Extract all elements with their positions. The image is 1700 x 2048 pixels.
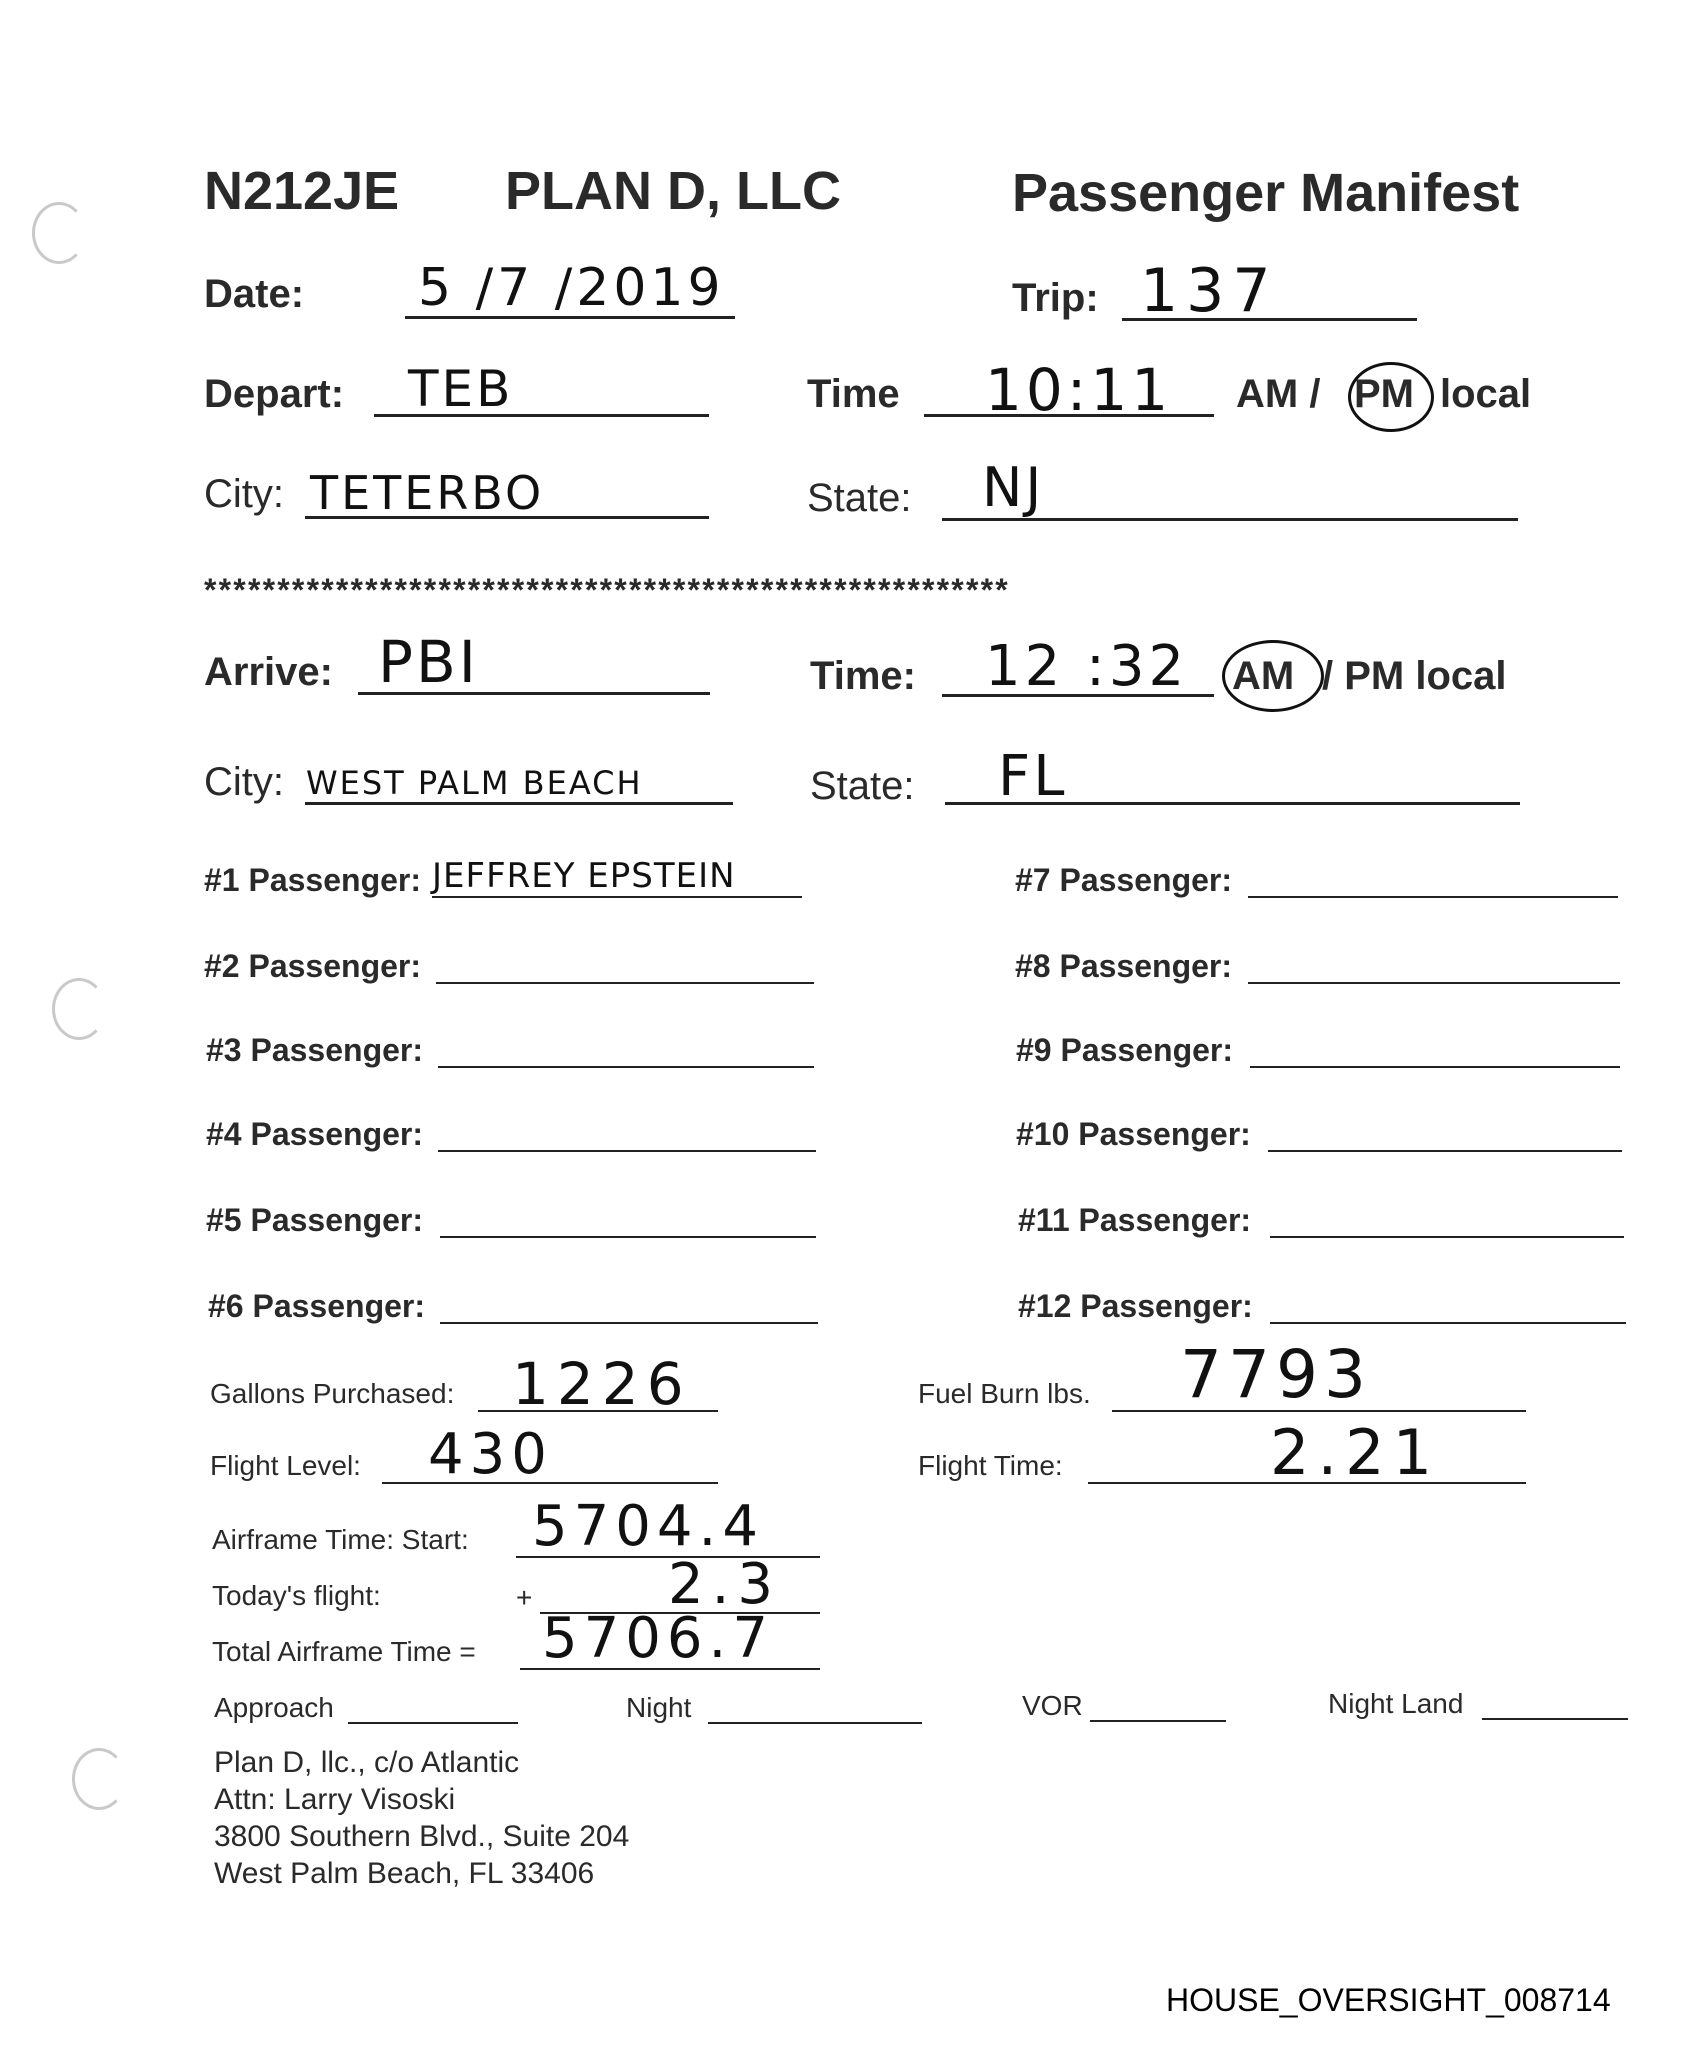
arrive-time-label: Time: — [810, 654, 916, 698]
arrive-time-value: 12 :32 — [985, 634, 1189, 699]
punch-hole-bottom — [72, 1748, 126, 1810]
punch-hole-top — [32, 202, 86, 264]
trip-value: 137 — [1140, 256, 1279, 326]
address-line-2: Attn: Larry Visoski — [214, 1783, 456, 1816]
passenger-4-line — [438, 1150, 816, 1152]
depart-time-label: Time — [807, 372, 900, 416]
total-airframe-value: 5706.7 — [542, 1606, 774, 1671]
depart-city-value: TETERBO — [310, 466, 545, 520]
passenger-4-label: #4 Passenger: — [206, 1116, 424, 1152]
approach-line — [348, 1722, 518, 1724]
address-block — [214, 1744, 629, 1892]
tail-number: N212JE — [204, 161, 400, 221]
passenger-5-line — [440, 1236, 816, 1238]
bates-number: HOUSE_OVERSIGHT_008714 — [1166, 1982, 1611, 2018]
vor-line — [1090, 1720, 1226, 1722]
arrive-label: Arrive: — [204, 650, 333, 694]
passenger-8-line — [1248, 982, 1620, 984]
depart-value: TEB — [408, 360, 514, 418]
depart-state-label: State: — [807, 476, 912, 520]
passenger-8-label: #8 Passenger: — [1015, 948, 1233, 984]
passenger-2-line — [436, 982, 814, 984]
flight-level-value: 430 — [428, 1422, 553, 1487]
address-line-1: Plan D, llc., c/o Atlantic — [214, 1746, 520, 1779]
passenger-6-label: #6 Passenger: — [208, 1288, 426, 1324]
gallons-value: 1226 — [512, 1350, 692, 1418]
arrive-state-value: FL — [998, 744, 1068, 809]
asterisk-divider: ******************************************************* — [204, 572, 1010, 608]
passenger-9-label: #9 Passenger: — [1016, 1032, 1234, 1068]
depart-city-label: City: — [204, 472, 284, 516]
passenger-10-line — [1268, 1150, 1622, 1152]
passenger-7-line — [1248, 896, 1618, 898]
depart-state-value: NJ — [982, 456, 1045, 519]
approach-label: Approach — [214, 1692, 334, 1723]
punch-hole-middle — [52, 978, 106, 1040]
am-circle — [1222, 640, 1324, 712]
vor-label: VOR — [1022, 1690, 1083, 1721]
todays-flight-plus: + — [516, 1582, 533, 1613]
passenger-1-line — [432, 896, 802, 898]
company-name: PLAN D, LLC — [505, 161, 841, 221]
arrive-city-line — [305, 802, 733, 805]
arrive-city-value: WEST PALM BEACH — [306, 764, 643, 802]
flight-time-label: Flight Time: — [918, 1450, 1063, 1481]
flight-time-value: 2.21 — [1270, 1416, 1441, 1489]
form-title: Passenger Manifest — [1012, 163, 1520, 223]
address-line-4: West Palm Beach, FL 33406 — [214, 1857, 595, 1890]
night-label: Night — [626, 1692, 692, 1723]
fuel-burn-label: Fuel Burn lbs. — [918, 1378, 1091, 1409]
address-line-3: 3800 Southern Blvd., Suite 204 — [214, 1820, 630, 1853]
airframe-start-label: Airframe Time: Start: — [212, 1524, 469, 1555]
passenger-1-label: #1 Passenger: — [204, 862, 422, 898]
flight-level-label: Flight Level: — [210, 1450, 361, 1481]
passenger-9-line — [1250, 1066, 1620, 1068]
passenger-10-label: #10 Passenger: — [1016, 1116, 1251, 1152]
arrive-pm-local-text: / PM local — [1322, 654, 1507, 698]
gallons-label: Gallons Purchased: — [210, 1378, 455, 1409]
passenger-11-line — [1270, 1236, 1624, 1238]
night-line — [708, 1722, 922, 1724]
arrive-value: PBI — [378, 628, 479, 696]
arrive-state-label: State: — [810, 764, 915, 808]
passenger-2-label: #2 Passenger: — [204, 948, 422, 984]
passenger-5-label: #5 Passenger: — [206, 1202, 424, 1238]
todays-flight-label: Today's flight: — [212, 1580, 381, 1611]
night-land-line — [1482, 1718, 1628, 1720]
passenger-6-line — [440, 1322, 818, 1324]
airframe-start-value: 5704.4 — [532, 1494, 764, 1559]
night-land-label: Night Land — [1328, 1688, 1464, 1719]
depart-label: Depart: — [204, 372, 345, 416]
pm-circle — [1348, 362, 1434, 432]
trip-label: Trip: — [1012, 276, 1099, 320]
passenger-11-label: #11 Passenger: — [1018, 1202, 1252, 1238]
depart-time-value: 10:11 — [985, 356, 1173, 424]
passenger-3-line — [438, 1066, 814, 1068]
depart-local-text: local — [1440, 372, 1532, 416]
date-label: Date: — [204, 272, 305, 316]
arrive-city-label: City: — [204, 760, 284, 804]
passenger-3-label: #3 Passenger: — [206, 1032, 424, 1068]
date-value: 5 /7 /2019 — [418, 258, 725, 318]
passenger-1-value: JEFFREY EPSTEIN — [432, 856, 736, 896]
fuel-burn-value: 7793 — [1180, 1336, 1372, 1413]
depart-pm-text: PM — [1354, 372, 1414, 416]
passenger-12-line — [1270, 1322, 1626, 1324]
arrive-am-text: AM — [1232, 654, 1295, 698]
todays-flight-value: 2.3 — [668, 1552, 782, 1617]
passenger-7-label: #7 Passenger: — [1015, 862, 1233, 898]
passenger-12-label: #12 Passenger: — [1018, 1288, 1253, 1324]
depart-am-text: AM / — [1236, 372, 1321, 416]
total-airframe-label: Total Airframe Time = — [212, 1636, 476, 1667]
